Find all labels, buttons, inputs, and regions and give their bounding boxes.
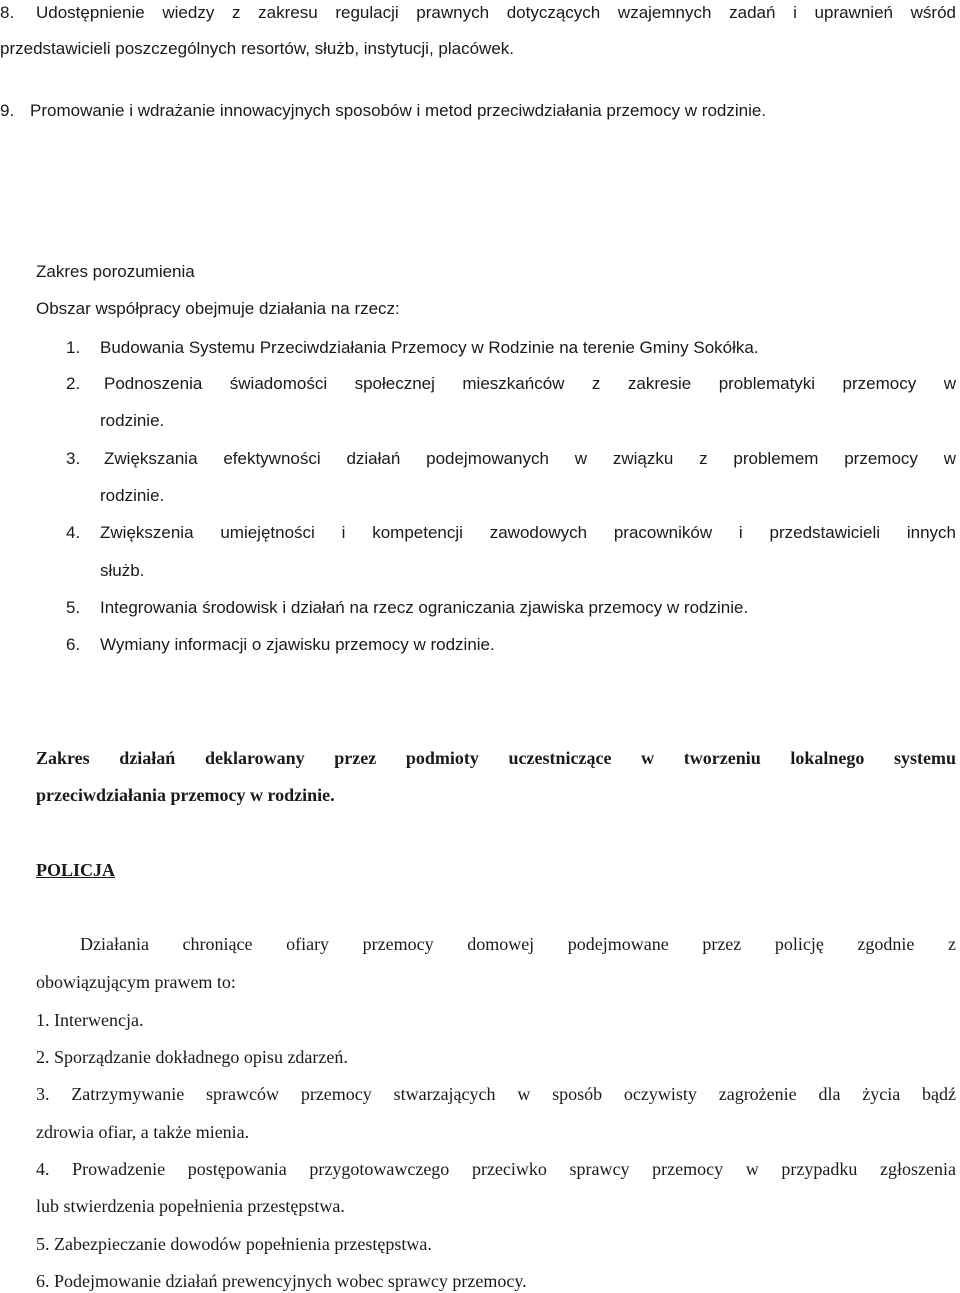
police-item: 6. Podejmowanie działań prewencyjnych wobec sprawcy przemocy.: [36, 1271, 527, 1291]
police-intro: Działania chroniące ofiary przemocy domowej podejmowane przez policję zgodnie z: [80, 934, 956, 954]
list-item-text: Wymiany informacji o zjawisku przemocy w rodzinie.: [100, 635, 495, 654]
police-item: zdrowia ofiar, a także mienia.: [36, 1122, 250, 1142]
list-item-number: 1.: [66, 338, 81, 357]
list-item-text: służb.: [100, 561, 145, 580]
list-item-text: Zwiększenia umiejętności i kompetencji zawodowych pracowników i przedstawicieli innych: [100, 523, 956, 542]
police-item: 3. Zatrzymywanie sprawców przemocy stwarzających w sposób oczywisty zagrożenie dla życia bądź: [36, 1084, 956, 1104]
list-item-number: 4.: [66, 523, 81, 542]
list-item-text: Podnoszenia świadomości społecznej mieszkańców z zakresie problematyki przemocy w: [104, 374, 956, 393]
police-item: lub stwierdzenia popełnienia przestępstwa.: [36, 1196, 345, 1216]
section-heading: Zakres porozumienia: [36, 262, 195, 281]
list-item-text: Promowanie i wdrażanie innowacyjnych sposobów i metod przeciwdziałania przemocy w rodzinie.: [30, 101, 767, 120]
police-item: 2. Sporządzanie dokładnego opisu zdarzeń.: [36, 1047, 348, 1067]
list-item-number: 2.: [66, 374, 81, 393]
declared-heading: Zakres działań deklarowany przez podmioty uczestniczące w tworzeniu lokalnego systemu: [36, 748, 956, 768]
list-item-number: 3.: [66, 449, 81, 468]
list-item-number: 9.: [0, 101, 15, 120]
list-item-number: 6.: [66, 635, 81, 654]
police-item: 4. Prowadzenie postępowania przygotowawczego przeciwko sprawcy przemocy w przypadku zgłoszenia: [36, 1159, 956, 1179]
list-item-text: Integrowania środowisk i działań na rzecz ograniczania zjawiska przemocy w rodzinie.: [100, 598, 749, 617]
list-item-text: rodzinie.: [100, 486, 165, 505]
police-item: 5. Zabezpieczanie dowodów popełnienia przestępstwa.: [36, 1234, 432, 1254]
police-item: 1. Interwencja.: [36, 1010, 144, 1030]
list-item-number: 5.: [66, 598, 81, 617]
declared-heading: przeciwdziałania przemocy w rodzinie.: [36, 785, 335, 805]
list-item-number: 8.: [0, 3, 15, 22]
police-intro: obowiązującym prawem to:: [36, 972, 236, 992]
list-item-text: Budowania Systemu Przeciwdziałania Przemocy w Rodzinie na terenie Gminy Sokółka.: [100, 338, 759, 357]
list-item-text: rodzinie.: [100, 411, 165, 430]
list-item-text: Zwiększania efektywności działań podejmowanych w związku z problemem przemocy w: [104, 449, 956, 468]
list-item-text: Udostępnienie wiedzy z zakresu regulacji prawnych dotyczących wzajemnych zadań i uprawnień wśród: [36, 3, 956, 22]
police-heading: POLICJA: [36, 860, 116, 880]
section-lead: Obszar współpracy obejmuje działania na rzecz:: [36, 299, 400, 318]
list-item-text: przedstawicieli poszczególnych resortów, służb, instytucji, placówek.: [0, 39, 515, 58]
